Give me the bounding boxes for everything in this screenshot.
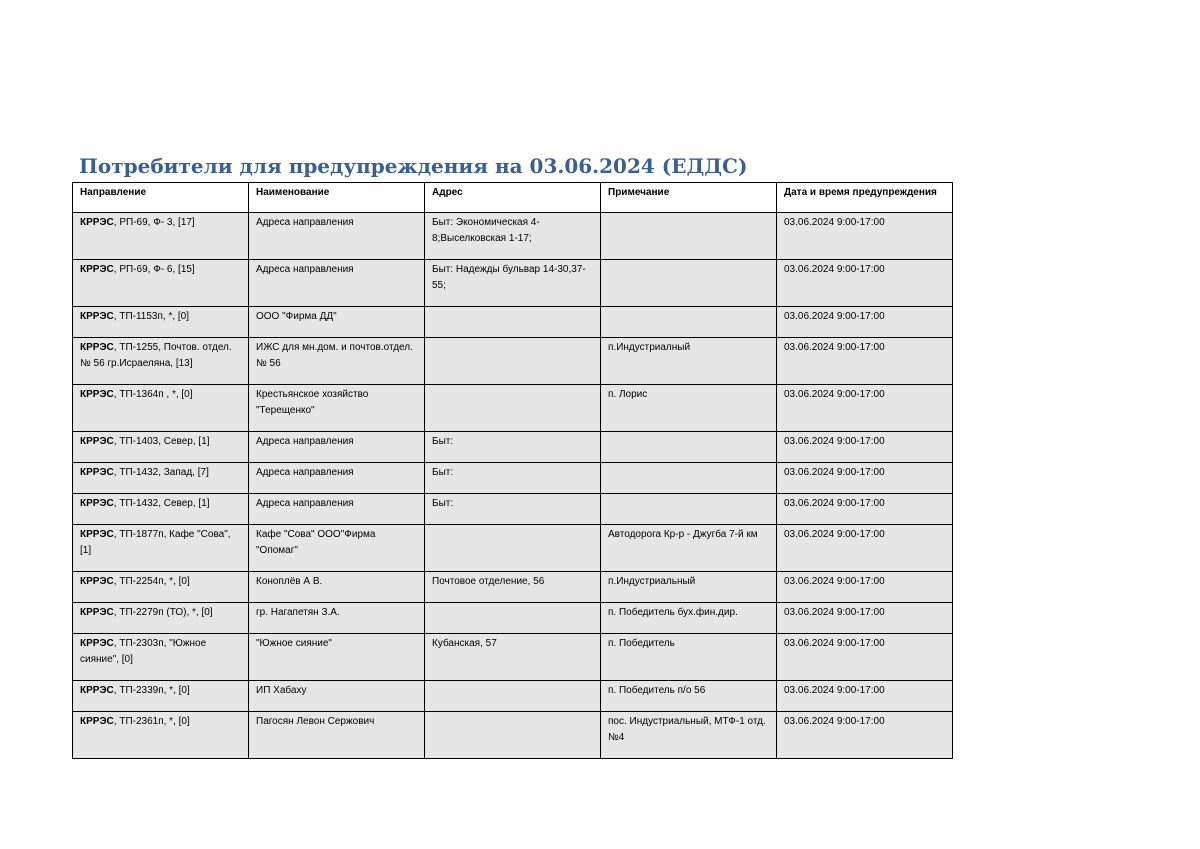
direction-detail: , ТП-1153п, *, [0]	[113, 311, 190, 322]
direction-org: КРРЭС	[80, 607, 114, 618]
cell-direction	[73, 494, 249, 525]
direction-detail: , ТП-1432, Запад, [7]	[113, 467, 209, 478]
cell-date: 03.06.2024 9:00-17:00	[777, 260, 953, 307]
cell-address: Быт: Надежды бульвар 14-30,37-55;	[425, 260, 601, 307]
cell-note: Автодорога Кр-р - Джугба 7-й км	[601, 525, 777, 572]
direction-org: КРРЭС	[80, 311, 114, 322]
header-address: Адрес	[425, 183, 601, 213]
cell-date: 03.06.2024 9:00-17:00	[777, 572, 953, 603]
direction-detail: , РП-69, Ф- 6, [15]	[113, 264, 195, 275]
cell-name: Адреса направления	[249, 463, 425, 494]
cell-date: 03.06.2024 9:00-17:00	[777, 494, 953, 525]
cell-address: Быт:	[425, 494, 601, 525]
table-row	[73, 525, 953, 572]
cell-note	[601, 432, 777, 463]
direction-org: КРРЭС	[80, 529, 114, 540]
cell-direction	[73, 463, 249, 494]
direction-org: КРРЭС	[80, 576, 114, 587]
cell-note	[601, 307, 777, 338]
cell-note: п. Победитель	[601, 634, 777, 681]
cell-note	[601, 260, 777, 307]
direction-detail: , ТП-1364п , *, [0]	[113, 389, 193, 400]
cell-direction	[73, 681, 249, 712]
direction-detail: , ТП-1432, Север, [1]	[113, 498, 210, 509]
table-row	[73, 712, 953, 759]
cell-note: пос. Индустриальный, МТФ-1 отд. №4	[601, 712, 777, 759]
cell-direction	[73, 634, 249, 681]
cell-direction	[73, 385, 249, 432]
cell-date: 03.06.2024 9:00-17:00	[777, 307, 953, 338]
header-name: Наименование	[249, 183, 425, 213]
cell-name: Адреса направления	[249, 260, 425, 307]
cell-direction	[73, 525, 249, 572]
direction-org: КРРЭС	[80, 685, 114, 696]
table-row	[73, 572, 953, 603]
cell-direction	[73, 213, 249, 260]
cell-name: "Южное сияние"	[249, 634, 425, 681]
table-header-row	[73, 183, 953, 213]
direction-org: КРРЭС	[80, 638, 114, 649]
direction-org: КРРЭС	[80, 716, 114, 727]
direction-org: КРРЭС	[80, 436, 114, 447]
direction-detail: , РП-69, Ф- 3, [17]	[113, 217, 195, 228]
direction-detail: , ТП-2279п (ТО), *, [0]	[113, 607, 213, 618]
table-row	[73, 338, 953, 385]
direction-detail: , ТП-1255, Почтов. отдел.№ 56 гр.Исраеляна, [13]	[80, 342, 232, 369]
cell-address: Быт:	[425, 432, 601, 463]
cell-name: ИП Хабаху	[249, 681, 425, 712]
direction-org: КРРЭС	[80, 342, 114, 353]
table-row	[73, 307, 953, 338]
cell-date: 03.06.2024 9:00-17:00	[777, 463, 953, 494]
cell-direction	[73, 432, 249, 463]
cell-name: Кафе "Сова" ООО"Фирма "Опомаг"	[249, 525, 425, 572]
cell-name: Крестьянское хозяйство "Терещенко"	[249, 385, 425, 432]
cell-direction	[73, 260, 249, 307]
table-row	[73, 432, 953, 463]
table-row	[73, 494, 953, 525]
cell-direction	[73, 712, 249, 759]
cell-note	[601, 494, 777, 525]
cell-address	[425, 385, 601, 432]
cell-date: 03.06.2024 9:00-17:00	[777, 603, 953, 634]
cell-direction	[73, 572, 249, 603]
direction-org: КРРЭС	[80, 264, 114, 275]
cell-address: Быт: Экономическая 4-8;Выселковская 1-17;	[425, 213, 601, 260]
cell-note: п. Победитель бух.фин.дир.	[601, 603, 777, 634]
cell-address	[425, 338, 601, 385]
cell-date: 03.06.2024 9:00-17:00	[777, 681, 953, 712]
header-date: Дата и время предупреждения	[777, 183, 953, 213]
cell-date: 03.06.2024 9:00-17:00	[777, 432, 953, 463]
cell-name: ИЖС для мн.дом. и почтов.отдел.№ 56	[249, 338, 425, 385]
cell-note	[601, 213, 777, 260]
cell-note: п.Индустриалный	[601, 338, 777, 385]
table-row	[73, 463, 953, 494]
cell-direction	[73, 307, 249, 338]
table-row	[73, 385, 953, 432]
cell-date: 03.06.2024 9:00-17:00	[777, 338, 953, 385]
direction-org: КРРЭС	[80, 217, 114, 228]
cell-date: 03.06.2024 9:00-17:00	[777, 385, 953, 432]
cell-name: Адреса направления	[249, 432, 425, 463]
direction-detail: , ТП-2303п, "Южное сияние", [0]	[80, 638, 207, 665]
direction-detail: , ТП-2254п, *, [0]	[113, 576, 190, 587]
cell-direction	[73, 338, 249, 385]
cell-date: 03.06.2024 9:00-17:00	[777, 712, 953, 759]
table-row	[73, 260, 953, 307]
cell-name: ООО "Фирма ДД"	[249, 307, 425, 338]
cell-address	[425, 603, 601, 634]
cell-address	[425, 681, 601, 712]
cell-note	[601, 463, 777, 494]
table-row	[73, 603, 953, 634]
cell-name: Пагосян Левон Сержович	[249, 712, 425, 759]
direction-detail: , ТП-2361п, *, [0]	[113, 716, 190, 727]
cell-name: Адреса направления	[249, 494, 425, 525]
cell-note: п. Победитель п/о 56	[601, 681, 777, 712]
cell-address: Быт:	[425, 463, 601, 494]
cell-name: Коноплёв А В.	[249, 572, 425, 603]
consumers-table	[72, 182, 953, 759]
direction-org: КРРЭС	[80, 467, 114, 478]
table-row	[73, 634, 953, 681]
direction-detail: , ТП-2339п, *, [0]	[113, 685, 190, 696]
direction-org: КРРЭС	[80, 498, 114, 509]
direction-detail: , ТП-1877п, Кафе "Сова", [1]	[80, 529, 231, 556]
cell-address: Кубанская, 57	[425, 634, 601, 681]
cell-address	[425, 307, 601, 338]
cell-note: п. Лорис	[601, 385, 777, 432]
cell-direction	[73, 603, 249, 634]
header-direction: Направление	[73, 183, 249, 213]
table-row	[73, 681, 953, 712]
cell-name: гр. Нагапетян З.А.	[249, 603, 425, 634]
cell-address	[425, 712, 601, 759]
cell-note: п.Индустриальный	[601, 572, 777, 603]
table-row	[73, 213, 953, 260]
page-title: Потребители для предупреждения на 03.06.2024 (ЕДДС)	[79, 154, 748, 178]
direction-org: КРРЭС	[80, 389, 114, 400]
header-note: Примечание	[601, 183, 777, 213]
cell-date: 03.06.2024 9:00-17:00	[777, 634, 953, 681]
direction-detail: , ТП-1403, Север, [1]	[113, 436, 210, 447]
cell-address: Почтовое отделение, 56	[425, 572, 601, 603]
cell-address	[425, 525, 601, 572]
cell-name: Адреса направления	[249, 213, 425, 260]
cell-date: 03.06.2024 9:00-17:00	[777, 525, 953, 572]
cell-date: 03.06.2024 9:00-17:00	[777, 213, 953, 260]
